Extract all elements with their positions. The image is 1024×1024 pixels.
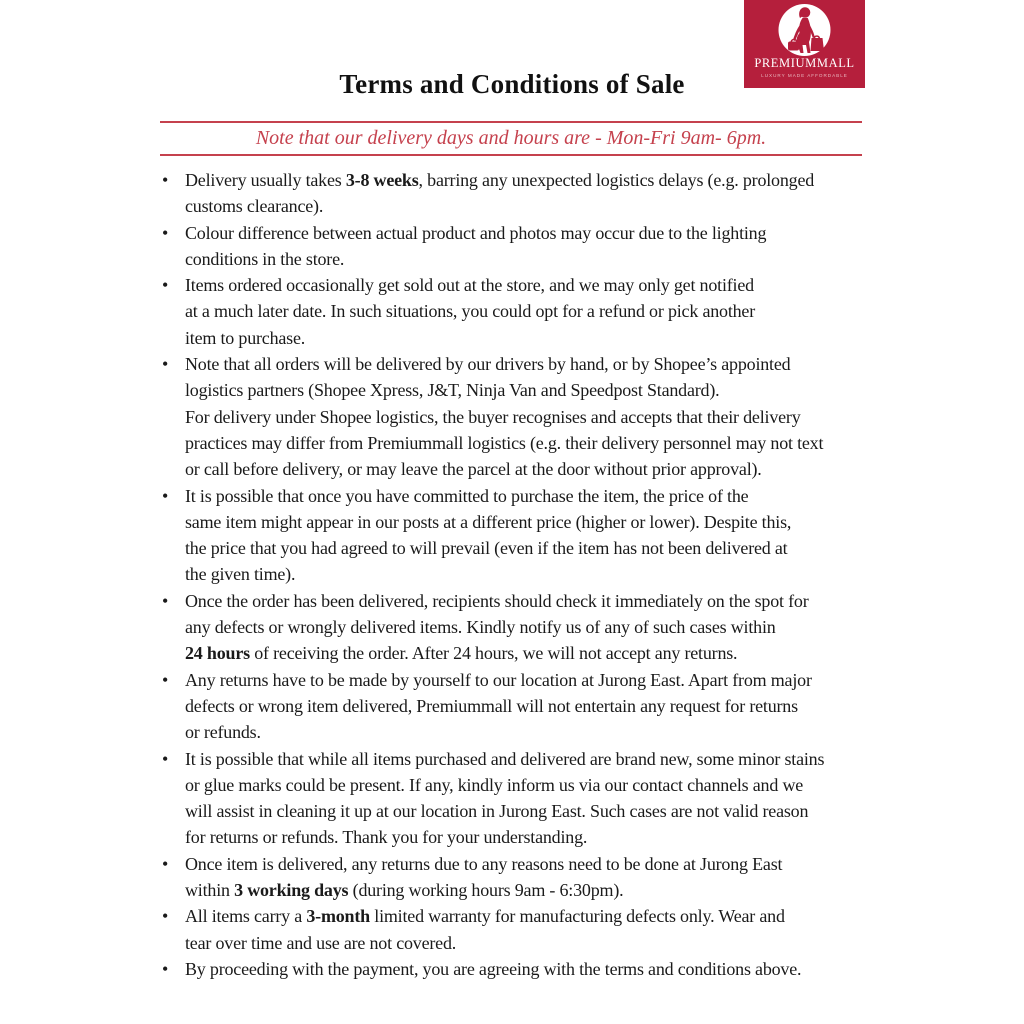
woman-with-shopping-bags-icon	[744, 0, 865, 88]
logo-brand-text: PREMIUMMALL	[754, 56, 855, 70]
terms-list	[185, 167, 904, 982]
term-item: • Colour difference between actual product and photos may occur due to the lighting conditions in the store.	[185, 220, 904, 273]
term-item: • Items ordered occasionally get sold out at the store, and we may only get notified at a much later date. In such situations, you could opt for a refund or pick another item to purchase.	[185, 272, 904, 351]
premiummall-logo	[744, 0, 865, 88]
page-title: Terms and Conditions of Sale	[339, 69, 685, 99]
term-item: • By proceeding with the payment, you are agreeing with the terms and conditions above.	[185, 956, 904, 982]
term-item: • All items carry a 3-month limited warranty for manufacturing defects only. Wear and tear over time and use are not covered.	[185, 903, 904, 956]
term-item: • Note that all orders will be delivered by our drivers by hand, or by Shopee’s appointed logistics partners (Shopee Xpress, J&T, Ninja Van and Speedpost Standard). For delivery under Shopee logistics, the buyer recognises and accepts that their delivery practices may differ from Premiummall logistics (e.g. their delivery personnel may not text or call before delivery, or may leave the parcel at the door without prior approval).	[185, 351, 904, 482]
term-item: • Once item is delivered, any returns due to any reasons need to be done at Jurong East within 3 working days (during working hours 9am - 6:30pm).	[185, 851, 904, 904]
term-item: • It is possible that once you have committed to purchase the item, the price of the same item might appear in our posts at a different price (higher or lower). Despite this, the price that you had agreed to will prevail (even if the item has not been delivered at the given time).	[185, 483, 904, 588]
delivery-notice: Note that our delivery days and hours are - Mon-Fri 9am- 6pm.	[160, 121, 862, 156]
term-item: • Any returns have to be made by yourself to our location at Jurong East. Apart from major defects or wrong item delivered, Premiummall will not entertain any request for returns or refunds.	[185, 667, 904, 746]
logo-tagline-text: LUXURY MADE AFFORDABLE	[761, 73, 848, 78]
term-item: • Once the order has been delivered, recipients should check it immediately on the spot for any defects or wrongly delivered items. Kindly notify us of any of such cases within 24 hours of receiving the order. After 24 hours, we will not accept any returns.	[185, 588, 904, 667]
term-item: • It is possible that while all items purchased and delivered are brand new, some minor stains or glue marks could be present. If any, kindly inform us via our contact channels and we will assist in cleaning it up at our location in Jurong East. Such cases are not valid reason for returns or refunds. Thank you for your understanding.	[185, 746, 904, 851]
term-item: • Delivery usually takes 3-8 weeks, barring any unexpected logistics delays (e.g. prolonged customs clearance).	[185, 167, 904, 220]
